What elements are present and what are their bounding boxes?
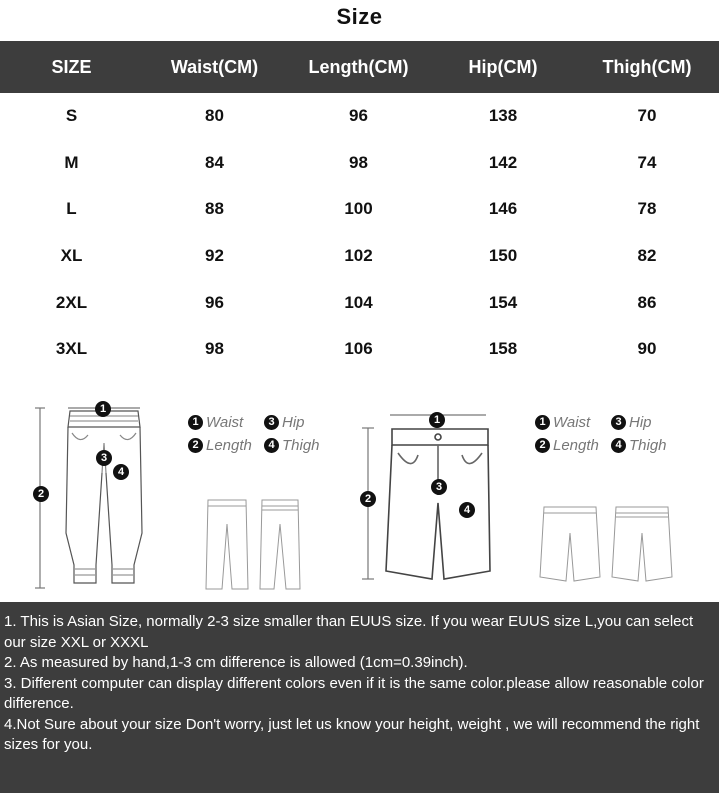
table-cell: L [66, 199, 77, 219]
table-cell: 96 [349, 106, 368, 126]
legend-left [188, 414, 338, 464]
marker-1-icon: 1 [188, 415, 203, 430]
marker-2-icon: 2 [535, 438, 550, 453]
marker-3-icon: 3 [431, 479, 447, 495]
table-cell: 98 [205, 339, 224, 359]
note-1: 1. This is Asian Size, normally 2-3 size smaller than EUUS size. If you wear EUUS size L,you can select our size XXL or XXXL [4, 613, 694, 651]
table-cell: 90 [637, 339, 657, 359]
marker-1-icon: 1 [535, 415, 550, 430]
table-cell: 96 [205, 292, 224, 312]
legend-hip-label: Hip [629, 414, 652, 431]
table-cell: 138 [488, 106, 518, 126]
size-table-body [0, 93, 719, 373]
legend-hip-label: Hip [282, 414, 305, 431]
marker-3-icon: 3 [611, 415, 626, 430]
table-cell: 92 [205, 246, 224, 266]
marker-4-icon: 4 [113, 464, 129, 480]
table-cell: 142 [488, 152, 518, 172]
table-cell: 2XL [55, 292, 88, 312]
header-thigh: Thigh(CM) [602, 56, 692, 77]
pants-thumbnails-image [200, 494, 330, 594]
table-cell: 80 [205, 106, 224, 126]
note-3: 3. Different computer can display different colors even if it is the same color.please allow reasonable color difference. [4, 674, 704, 712]
marker-4-icon: 4 [264, 438, 279, 453]
table-cell: XL [60, 246, 83, 266]
table-row [0, 140, 719, 187]
table-row [0, 279, 719, 326]
table-row [0, 93, 719, 140]
table-cell: 84 [205, 152, 224, 172]
table-cell: 158 [488, 339, 518, 359]
legend-length-label: Length [553, 437, 599, 454]
marker-3-icon: 3 [264, 415, 279, 430]
marker-2-icon: 2 [360, 491, 376, 507]
marker-4-icon: 4 [459, 502, 475, 518]
note-4: 4.Not Sure about your size Don't worry, just let us know your height, weight , we will recommend the right sizes for you. [4, 715, 700, 753]
table-cell: 104 [344, 292, 373, 312]
page-title: Size [336, 4, 383, 29]
legend-thigh-label: Thigh [629, 437, 667, 454]
marker-2-icon: 2 [188, 438, 203, 453]
header-waist: Waist(CM) [170, 56, 259, 77]
table-row [0, 233, 719, 280]
table-cell: 3XL [55, 339, 88, 359]
table-cell: 102 [344, 246, 373, 266]
header-hip: Hip(CM) [468, 56, 538, 77]
table-cell: 146 [488, 199, 518, 219]
marker-2-icon: 2 [33, 486, 49, 502]
table-cell: 70 [637, 106, 657, 126]
legend-thigh-label: Thigh [282, 437, 320, 454]
table-cell: 98 [349, 152, 368, 172]
table-cell: 86 [637, 292, 657, 312]
table-cell: M [64, 152, 79, 172]
table-cell: 150 [488, 246, 518, 266]
marker-4-icon: 4 [611, 438, 626, 453]
size-notes [0, 602, 719, 793]
legend-right [535, 414, 685, 464]
table-cell: S [65, 106, 78, 126]
table-cell: 88 [205, 199, 224, 219]
table-cell: 106 [344, 339, 373, 359]
shorts-thumbnails-image [536, 503, 686, 583]
legend-waist-label: Waist [206, 414, 244, 431]
marker-1-icon: 1 [429, 412, 445, 428]
legend-waist-label: Waist [553, 414, 591, 431]
table-cell: 100 [344, 199, 373, 219]
header-length: Length(CM) [308, 56, 409, 77]
table-row [0, 186, 719, 233]
marker-3-icon: 3 [96, 450, 112, 466]
table-header [0, 41, 719, 93]
table-cell: 82 [637, 246, 657, 266]
table-cell: 74 [637, 152, 657, 172]
table-row [0, 326, 719, 373]
table-cell: 154 [488, 292, 518, 312]
table-cell: 78 [637, 199, 657, 219]
legend-length-label: Length [206, 437, 252, 454]
note-2: 2. As measured by hand,1-3 cm difference is allowed (1cm=0.39inch). [4, 654, 468, 671]
marker-1-icon: 1 [95, 401, 111, 417]
header-size: SIZE [51, 56, 92, 77]
